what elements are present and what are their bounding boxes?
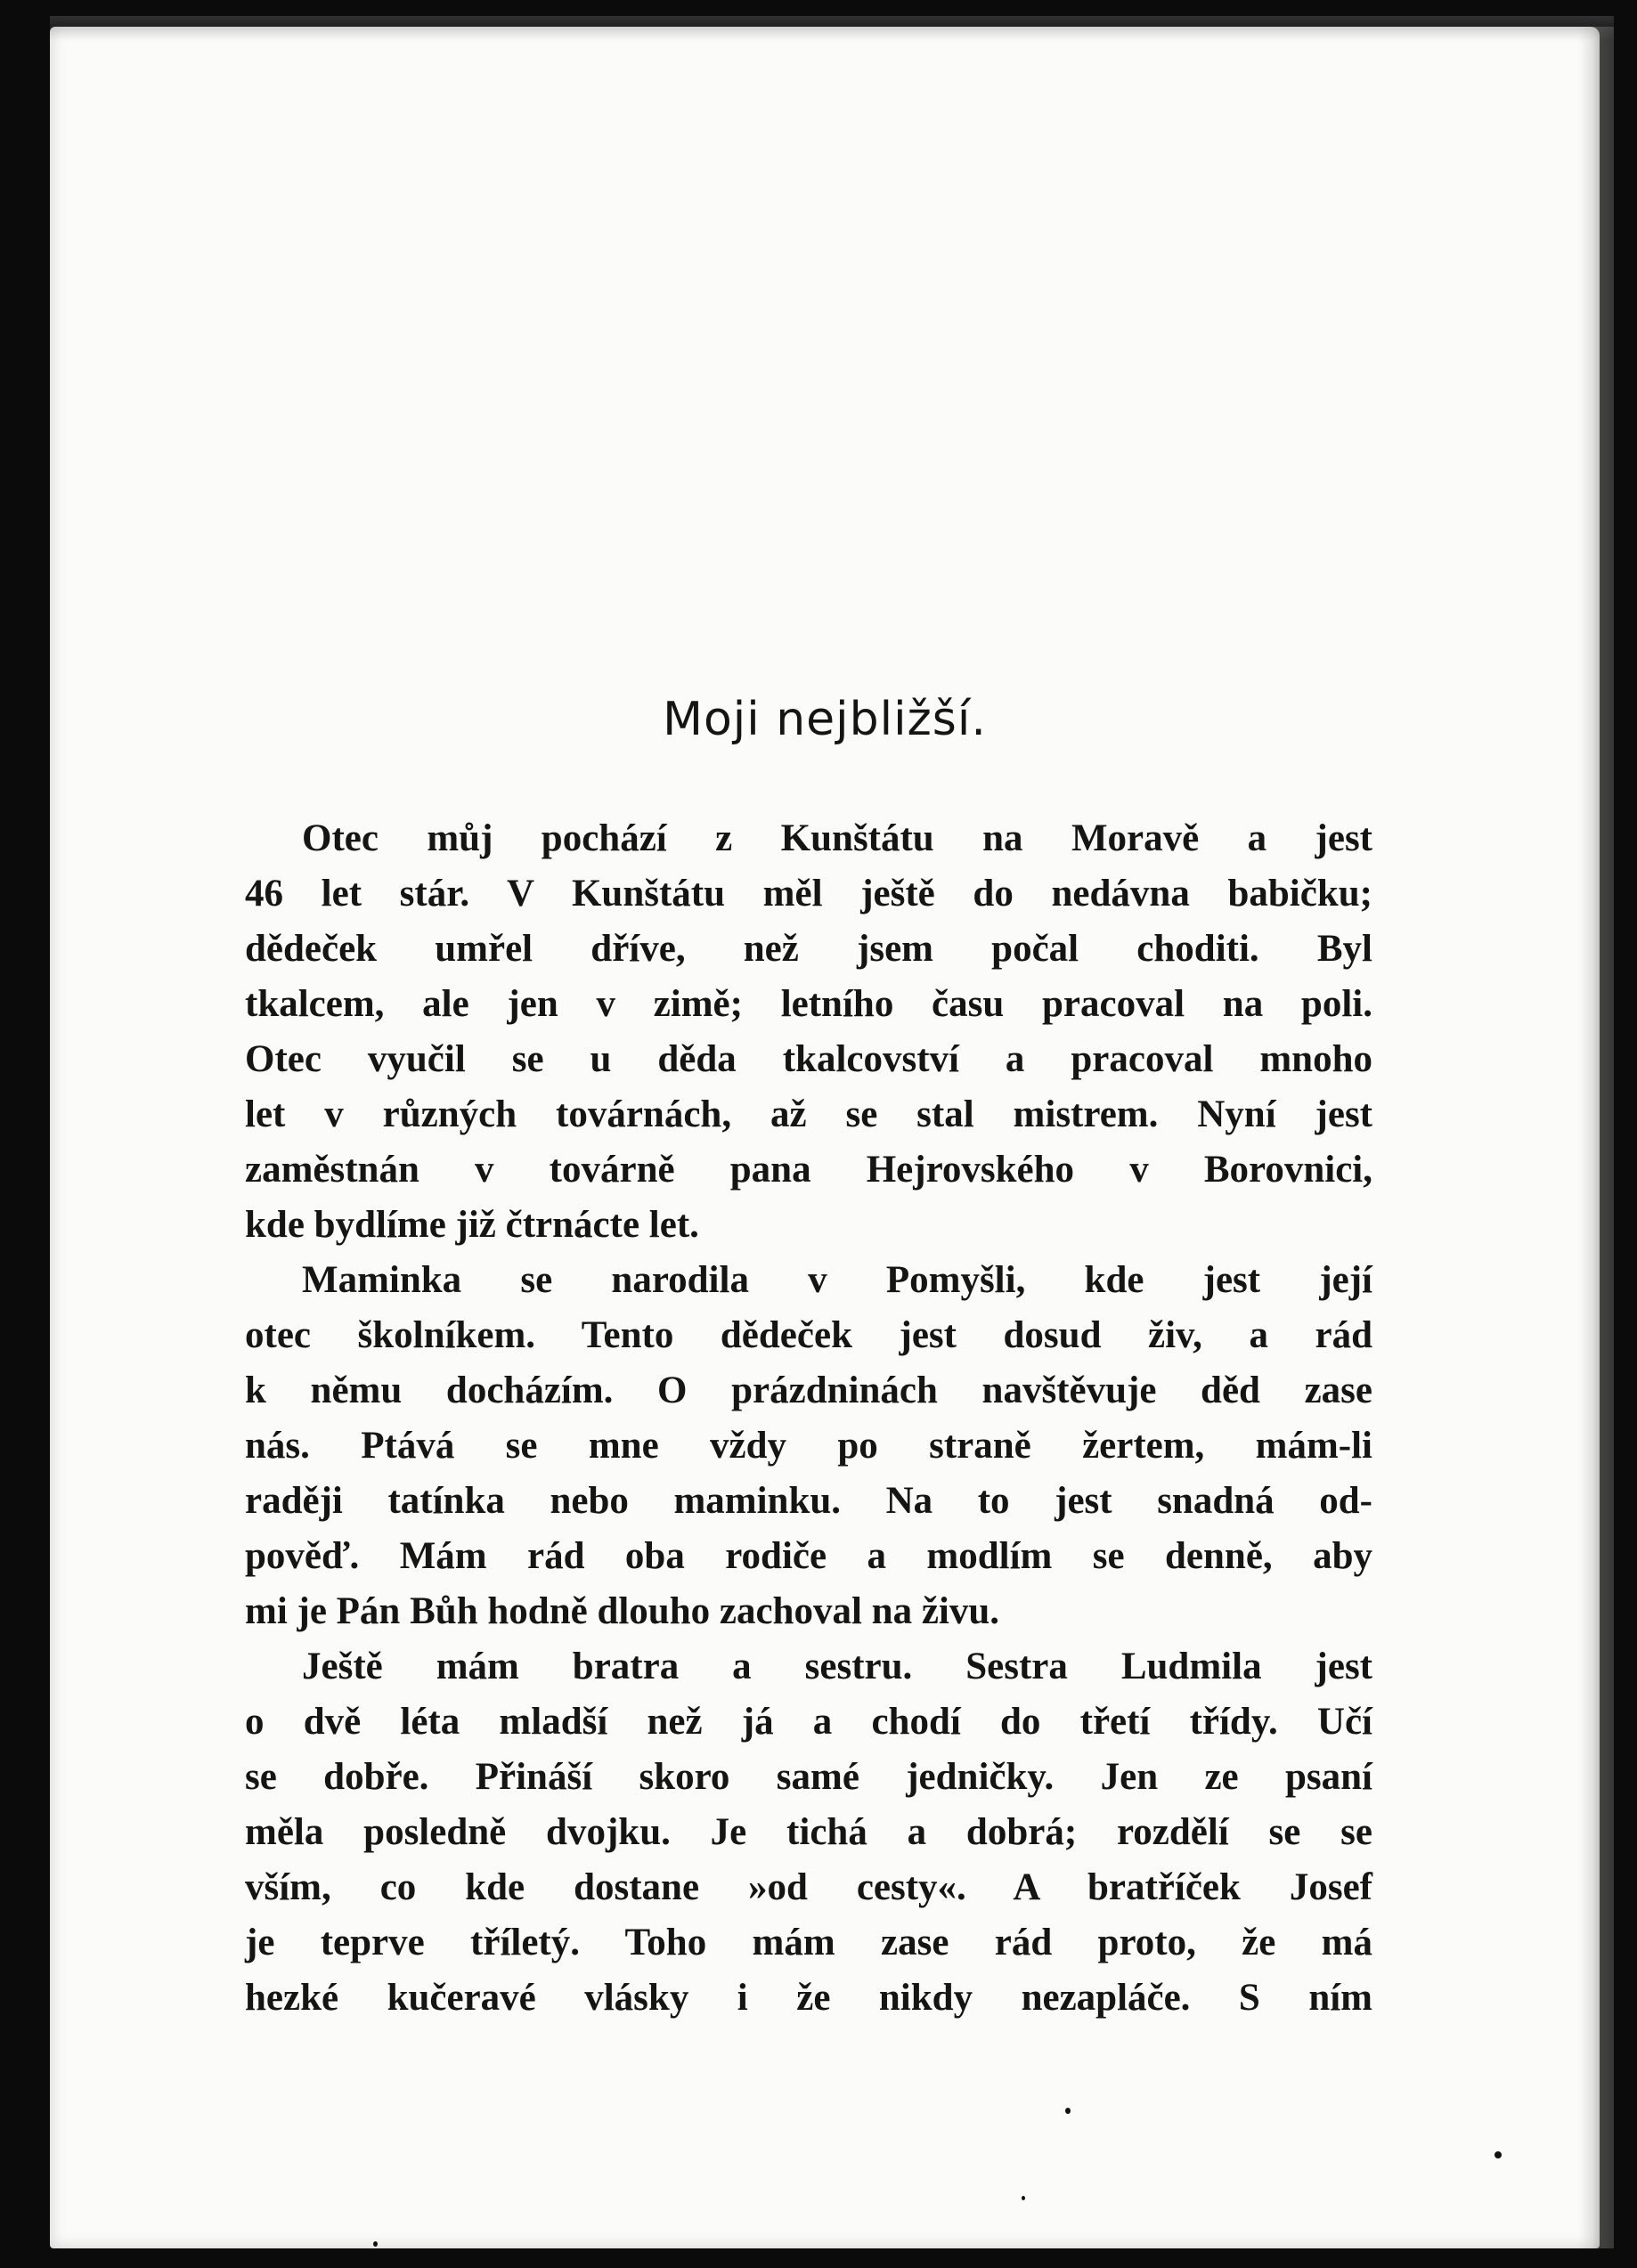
text-line: o dvě léta mladší než já a chodí do třetí třídy. Učí	[245, 1701, 1372, 1743]
text-line: let v různých továrnách, až se stal mistrem. Nyní jest	[245, 1093, 1372, 1135]
text-line: 46 let stár. V Kunštátu měl ještě do nedávna babičku;	[245, 873, 1372, 915]
book-page	[50, 27, 1600, 2248]
text-line: otec školníkem. Tento dědeček jest dosud živ, a rád	[245, 1314, 1372, 1356]
body-text	[245, 811, 1372, 2026]
dust-speck	[1022, 2196, 1025, 2200]
text-line: kde bydlíme již čtrnácte let.	[245, 1204, 699, 1246]
dust-speck	[1065, 2108, 1071, 2114]
text-line: hezké kučeravé vlásky i že nikdy nezapláče. S ním	[245, 1977, 1372, 2019]
text-line: měla posledně dvojku. Je tichá a dobrá; rozdělí se se	[245, 1811, 1372, 1853]
text-line: k němu docházím. O prázdninách navštěvuje děd zase	[245, 1370, 1372, 1411]
text-line: nás. Ptává se mne vždy po straně žertem, mám-li	[245, 1425, 1372, 1467]
text-line: mi je Pán Bůh hodně dlouho zachoval na živu.	[245, 1590, 1000, 1632]
dust-speck	[373, 2241, 378, 2247]
paragraph-1	[245, 811, 1372, 1253]
text-line: Maminka se narodila v Pomyšli, kde jest její	[302, 1259, 1372, 1301]
text-line: je teprve tříletý. Toho mám zase rád proto, že má	[245, 1922, 1372, 1963]
chapter-title: Moji nejbližší.	[663, 693, 987, 746]
text-line: Ještě mám bratra a sestru. Sestra Ludmila jest	[302, 1646, 1372, 1687]
paragraph-3	[245, 1639, 1372, 2026]
text-line: pověď. Mám rád oba rodiče a modlím se denně, aby	[245, 1535, 1372, 1577]
text-line: Otec vyučil se u děda tkalcovství a pracoval mnoho	[245, 1038, 1372, 1080]
text-line: vším, co kde dostane »od cesty«. A bratříček Josef	[245, 1866, 1372, 1908]
text-line: zaměstnán v továrně pana Hejrovského v Borovnici,	[245, 1149, 1372, 1191]
text-line: raději tatínka nebo maminku. Na to jest snadná od-	[245, 1480, 1372, 1522]
text-line: dědeček umřel dříve, než jsem počal choditi. Byl	[245, 928, 1372, 970]
dust-speck	[1494, 2151, 1502, 2158]
text-line: tkalcem, ale jen v zimě; letního času pracoval na poli.	[245, 983, 1372, 1025]
text-line: se dobře. Přináší skoro samé jedničky. Jen ze psaní	[245, 1756, 1372, 1798]
paragraph-2	[245, 1253, 1372, 1639]
text-line: Otec můj pochází z Kunštátu na Moravě a jest	[302, 817, 1372, 859]
